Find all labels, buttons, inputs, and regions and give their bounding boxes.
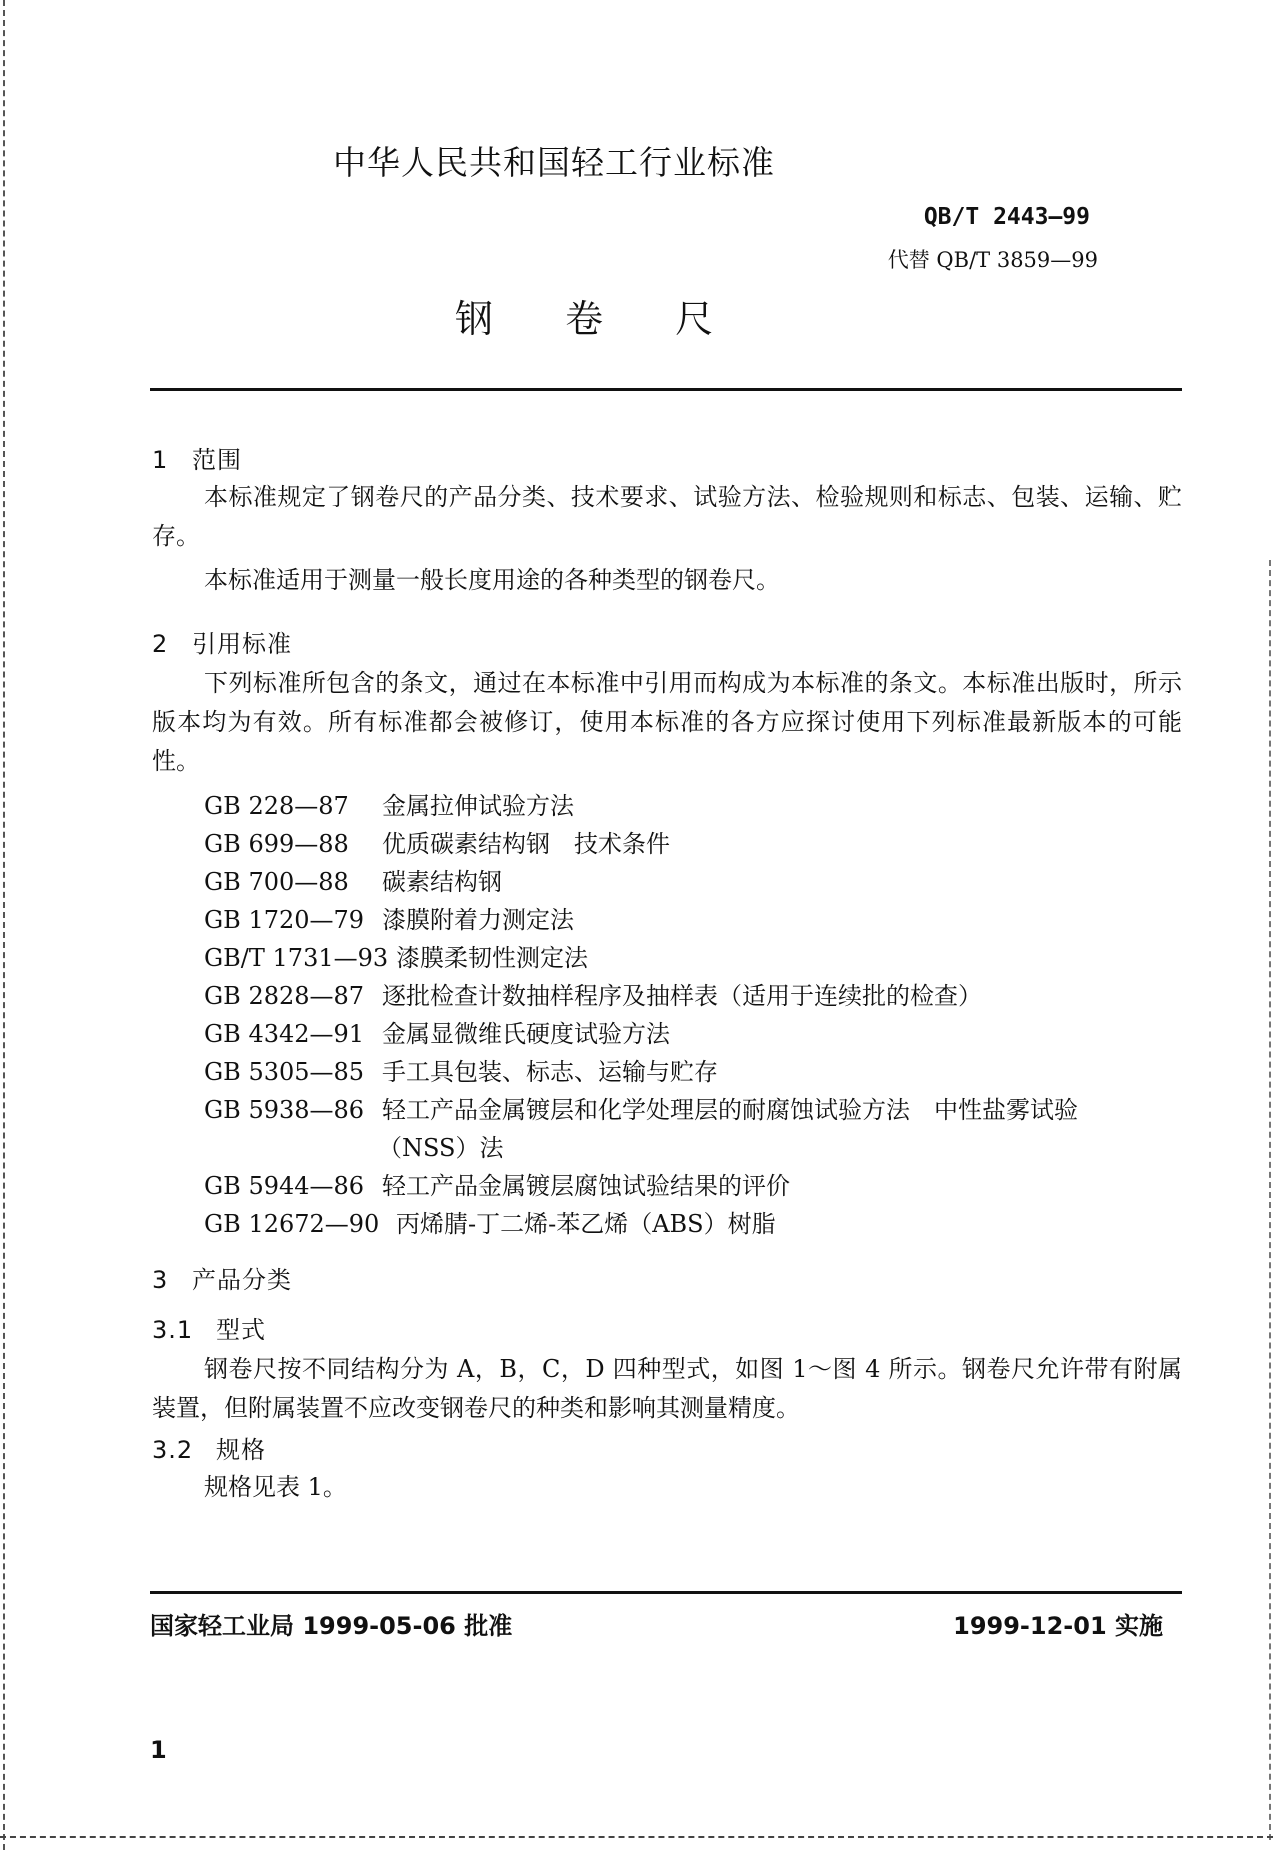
reference-item: GB 700—88 碳素结构钢 (204, 868, 502, 896)
section-title: 规格 (216, 1436, 266, 1464)
section-3-heading (152, 1260, 292, 1295)
effective-date: 1999-12-01 实施 (953, 1612, 1163, 1640)
standard-body-title: 中华人民共和国轻工行业标准 (333, 143, 775, 182)
header-rule (150, 388, 1182, 391)
reference-item: GB 5305—85 手工具包装、标志、运输与贮存 (204, 1058, 718, 1086)
section-number: 1 (152, 446, 169, 474)
section-title: 产品分类 (192, 1266, 292, 1294)
section-3-2-heading (152, 1430, 266, 1465)
reference-item-continuation: （NSS）法 (378, 1134, 504, 1162)
section-1-paragraph-2: 本标准适用于测量一般长度用途的各种类型的钢卷尺。 (204, 566, 780, 594)
document-title: 钢 卷 尺 (455, 297, 744, 341)
section-1-paragraph-1: 本标准规定了钢卷尺的产品分类、技术要求、试验方法、检验规则和标志、包装、运输、贮存。 (152, 483, 1182, 550)
section-number: 2 (152, 630, 169, 658)
scan-edge-bottom (0, 1836, 1273, 1838)
section-1-heading (152, 440, 242, 475)
section-title: 范围 (192, 446, 242, 474)
reference-item: GB 2828—87 逐批检查计数抽样程序及抽样表（适用于连续批的检查） (204, 982, 982, 1010)
section-3-2-paragraph: 规格见表 1。 (204, 1473, 347, 1501)
reference-item: GB 5944—86 轻工产品金属镀层腐蚀试验结果的评价 (204, 1172, 790, 1200)
reference-item: GB 1720—79 漆膜附着力测定法 (204, 906, 574, 934)
section-3-1-paragraph: 钢卷尺按不同结构分为 A，B，C，D 四种型式，如图 1～图 4 所示。钢卷尺允许带有附属装置，但附属装置不应改变钢卷尺的种类和影响其测量精度。 (152, 1355, 1182, 1422)
reference-item: GB 5938—86 轻工产品金属镀层和化学处理层的耐腐蚀试验方法 中性盐雾试验 (204, 1096, 1078, 1124)
approval-note: 国家轻工业局 1999-05-06 批准 (150, 1612, 513, 1640)
reference-item: GB 4342—91 金属显微维氏硬度试验方法 (204, 1020, 670, 1048)
section-number: 3.2 (152, 1436, 194, 1464)
section-3-1-heading (152, 1310, 266, 1345)
section-2-paragraph-1: 下列标准所包含的条文，通过在本标准中引用而构成为本标准的条文。本标准出版时，所示版本均为有效。所有标准都会被修订，使用本标准的各方应探讨使用下列标准最新版本的可能性。 (152, 669, 1182, 775)
reference-item: GB/T 1731—93 漆膜柔韧性测定法 (204, 944, 588, 972)
reference-item: GB 228—87 金属拉伸试验方法 (204, 792, 574, 820)
scan-edge-left (3, 0, 5, 1850)
reference-item: GB 12672—90 丙烯腈-丁二烯-苯乙烯（ABS）树脂 (204, 1210, 776, 1238)
section-2-heading (152, 624, 292, 659)
section-number: 3 (152, 1266, 169, 1294)
scan-edge-right (1269, 560, 1271, 1840)
section-title: 引用标准 (192, 630, 292, 658)
standard-code: QB/T 2443—99 (923, 204, 1090, 230)
section-title: 型式 (216, 1316, 266, 1344)
reference-item: GB 699—88 优质碳素结构钢 技术条件 (204, 830, 670, 858)
replaces-standard: 代替 QB/T 3859—99 (887, 248, 1098, 272)
section-number: 3.1 (152, 1316, 194, 1344)
footer-rule (150, 1591, 1182, 1594)
page-number: 1 (150, 1736, 167, 1764)
